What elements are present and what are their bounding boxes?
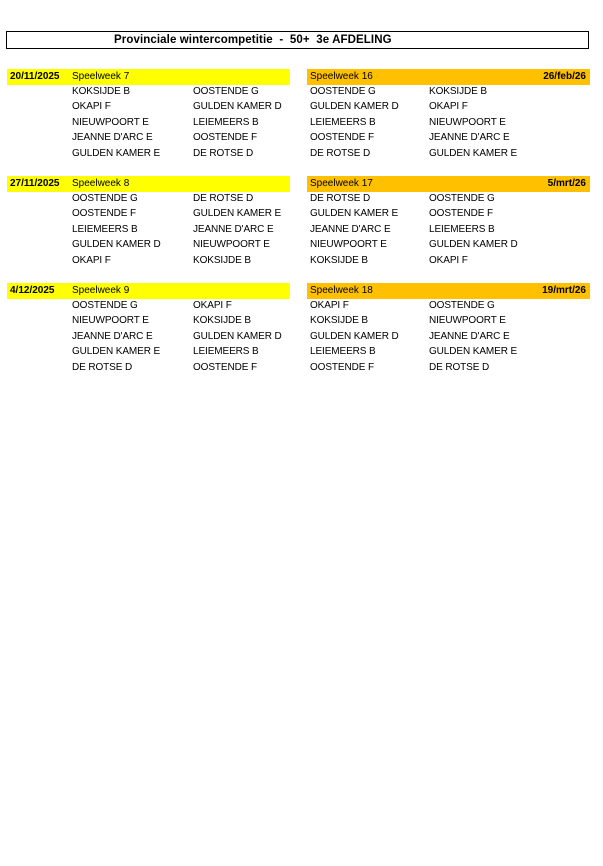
match-row <box>7 117 290 132</box>
away-team: NIEUWPOORT E <box>193 239 270 251</box>
round-week-label: Speelweek 8 <box>72 178 130 189</box>
match-row <box>7 86 290 101</box>
match-row <box>7 331 290 346</box>
match-row <box>7 148 290 163</box>
home-team: GULDEN KAMER E <box>310 208 399 220</box>
match-row <box>307 193 590 208</box>
home-team: LEIEMEERS B <box>72 223 138 235</box>
home-team: OKAPI F <box>72 101 111 113</box>
away-team: OOSTENDE F <box>193 132 258 144</box>
match-row <box>7 346 290 361</box>
away-team: GULDEN KAMER D <box>193 330 282 342</box>
match-row <box>7 239 290 254</box>
match-row <box>307 362 590 377</box>
away-team: DE ROTSE D <box>193 193 254 204</box>
home-team: OOSTENDE F <box>72 208 137 220</box>
match-row <box>307 255 590 270</box>
match-row <box>307 224 590 239</box>
away-team: OOSTENDE G <box>429 193 495 204</box>
home-team: DE ROTSE D <box>72 361 133 373</box>
away-team: GULDEN KAMER E <box>429 147 518 159</box>
away-team: KOKSIJDE B <box>429 86 487 97</box>
home-team: KOKSIJDE B <box>72 86 130 97</box>
round-date: 20/11/2025 <box>10 71 60 82</box>
left-round-3 <box>7 283 290 376</box>
home-team: OOSTENDE F <box>310 361 375 373</box>
home-team: LEIEMEERS B <box>310 116 376 128</box>
away-team: OOSTENDE G <box>193 86 259 97</box>
left-round-1 <box>7 69 290 162</box>
home-team: KOKSIJDE B <box>310 254 368 266</box>
match-row <box>7 101 290 116</box>
away-team: LEIEMEERS B <box>193 346 259 358</box>
home-team: NIEUWPOORT E <box>310 239 387 251</box>
match-row <box>307 331 590 346</box>
title-box <box>6 31 589 49</box>
home-team: GULDEN KAMER D <box>310 330 399 342</box>
away-team: OOSTENDE F <box>429 208 494 220</box>
away-team: DE ROTSE D <box>429 361 490 373</box>
round-date: 27/11/2025 <box>10 178 60 189</box>
round-week-label: Speelweek 16 <box>310 71 373 82</box>
home-team: NIEUWPOORT E <box>72 315 149 327</box>
home-team: KOKSIJDE B <box>310 315 368 327</box>
round-header <box>307 283 590 299</box>
round-header <box>307 176 590 192</box>
round-week-label: Speelweek 7 <box>72 71 130 82</box>
home-team: GULDEN KAMER E <box>72 147 161 159</box>
home-team: OOSTENDE G <box>72 300 138 311</box>
round-date: 26/feb/26 <box>543 71 586 82</box>
away-team: KOKSIJDE B <box>193 254 251 266</box>
right-round-2 <box>307 176 590 269</box>
match-row <box>7 362 290 377</box>
round-week-label: Speelweek 17 <box>310 178 373 189</box>
round-header <box>7 176 290 192</box>
away-team: GULDEN KAMER E <box>193 208 282 220</box>
home-team: DE ROTSE D <box>310 193 371 204</box>
home-team: GULDEN KAMER E <box>72 346 161 358</box>
home-team: NIEUWPOORT E <box>72 116 149 128</box>
home-team: GULDEN KAMER D <box>72 239 161 251</box>
match-row <box>307 101 590 116</box>
away-team: DE ROTSE D <box>193 147 254 159</box>
home-team: DE ROTSE D <box>310 147 371 159</box>
away-team: JEANNE D'ARC E <box>429 132 510 144</box>
home-team: JEANNE D'ARC E <box>72 330 153 342</box>
home-team: LEIEMEERS B <box>310 346 376 358</box>
away-team: GULDEN KAMER D <box>193 101 282 113</box>
away-team: GULDEN KAMER D <box>429 239 518 251</box>
match-row <box>307 117 590 132</box>
away-team: OKAPI F <box>429 101 468 113</box>
away-team: OOSTENDE G <box>429 300 495 311</box>
away-team: OKAPI F <box>193 300 232 311</box>
home-team: OKAPI F <box>72 254 111 266</box>
right-round-1 <box>307 69 590 162</box>
home-team: OKAPI F <box>310 300 349 311</box>
match-row <box>7 208 290 223</box>
round-date: 5/mrt/26 <box>547 178 586 189</box>
match-row <box>307 239 590 254</box>
match-row <box>7 193 290 208</box>
round-date: 4/12/2025 <box>10 285 55 296</box>
away-team: JEANNE D'ARC E <box>193 223 274 235</box>
match-row <box>307 208 590 223</box>
away-team: LEIEMEERS B <box>429 223 495 235</box>
left-round-2 <box>7 176 290 269</box>
match-row <box>307 315 590 330</box>
match-row <box>7 224 290 239</box>
home-team: OOSTENDE G <box>72 193 138 204</box>
away-team: JEANNE D'ARC E <box>429 330 510 342</box>
round-week-label: Speelweek 18 <box>310 285 373 296</box>
match-row <box>307 346 590 361</box>
home-team: OOSTENDE G <box>310 86 376 97</box>
away-team: GULDEN KAMER E <box>429 346 518 358</box>
away-team: OKAPI F <box>429 254 468 266</box>
round-header <box>307 69 590 85</box>
round-header <box>7 69 290 85</box>
right-round-3 <box>307 283 590 376</box>
match-row <box>307 132 590 147</box>
page-title: Provinciale wintercompetitie - 50+ 3e AFDELING <box>114 34 392 46</box>
home-team: JEANNE D'ARC E <box>310 223 391 235</box>
match-row <box>7 255 290 270</box>
home-team: GULDEN KAMER D <box>310 101 399 113</box>
home-team: OOSTENDE F <box>310 132 375 144</box>
away-team: LEIEMEERS B <box>193 116 259 128</box>
match-row <box>7 132 290 147</box>
match-row <box>307 300 590 315</box>
round-week-label: Speelweek 9 <box>72 285 130 296</box>
match-row <box>307 148 590 163</box>
match-row <box>7 300 290 315</box>
away-team: KOKSIJDE B <box>193 315 251 327</box>
match-row <box>307 86 590 101</box>
away-team: NIEUWPOORT E <box>429 116 506 128</box>
match-row <box>7 315 290 330</box>
away-team: OOSTENDE F <box>193 361 258 373</box>
round-header <box>7 283 290 299</box>
round-date: 19/mrt/26 <box>542 285 586 296</box>
home-team: JEANNE D'ARC E <box>72 132 153 144</box>
away-team: NIEUWPOORT E <box>429 315 506 327</box>
